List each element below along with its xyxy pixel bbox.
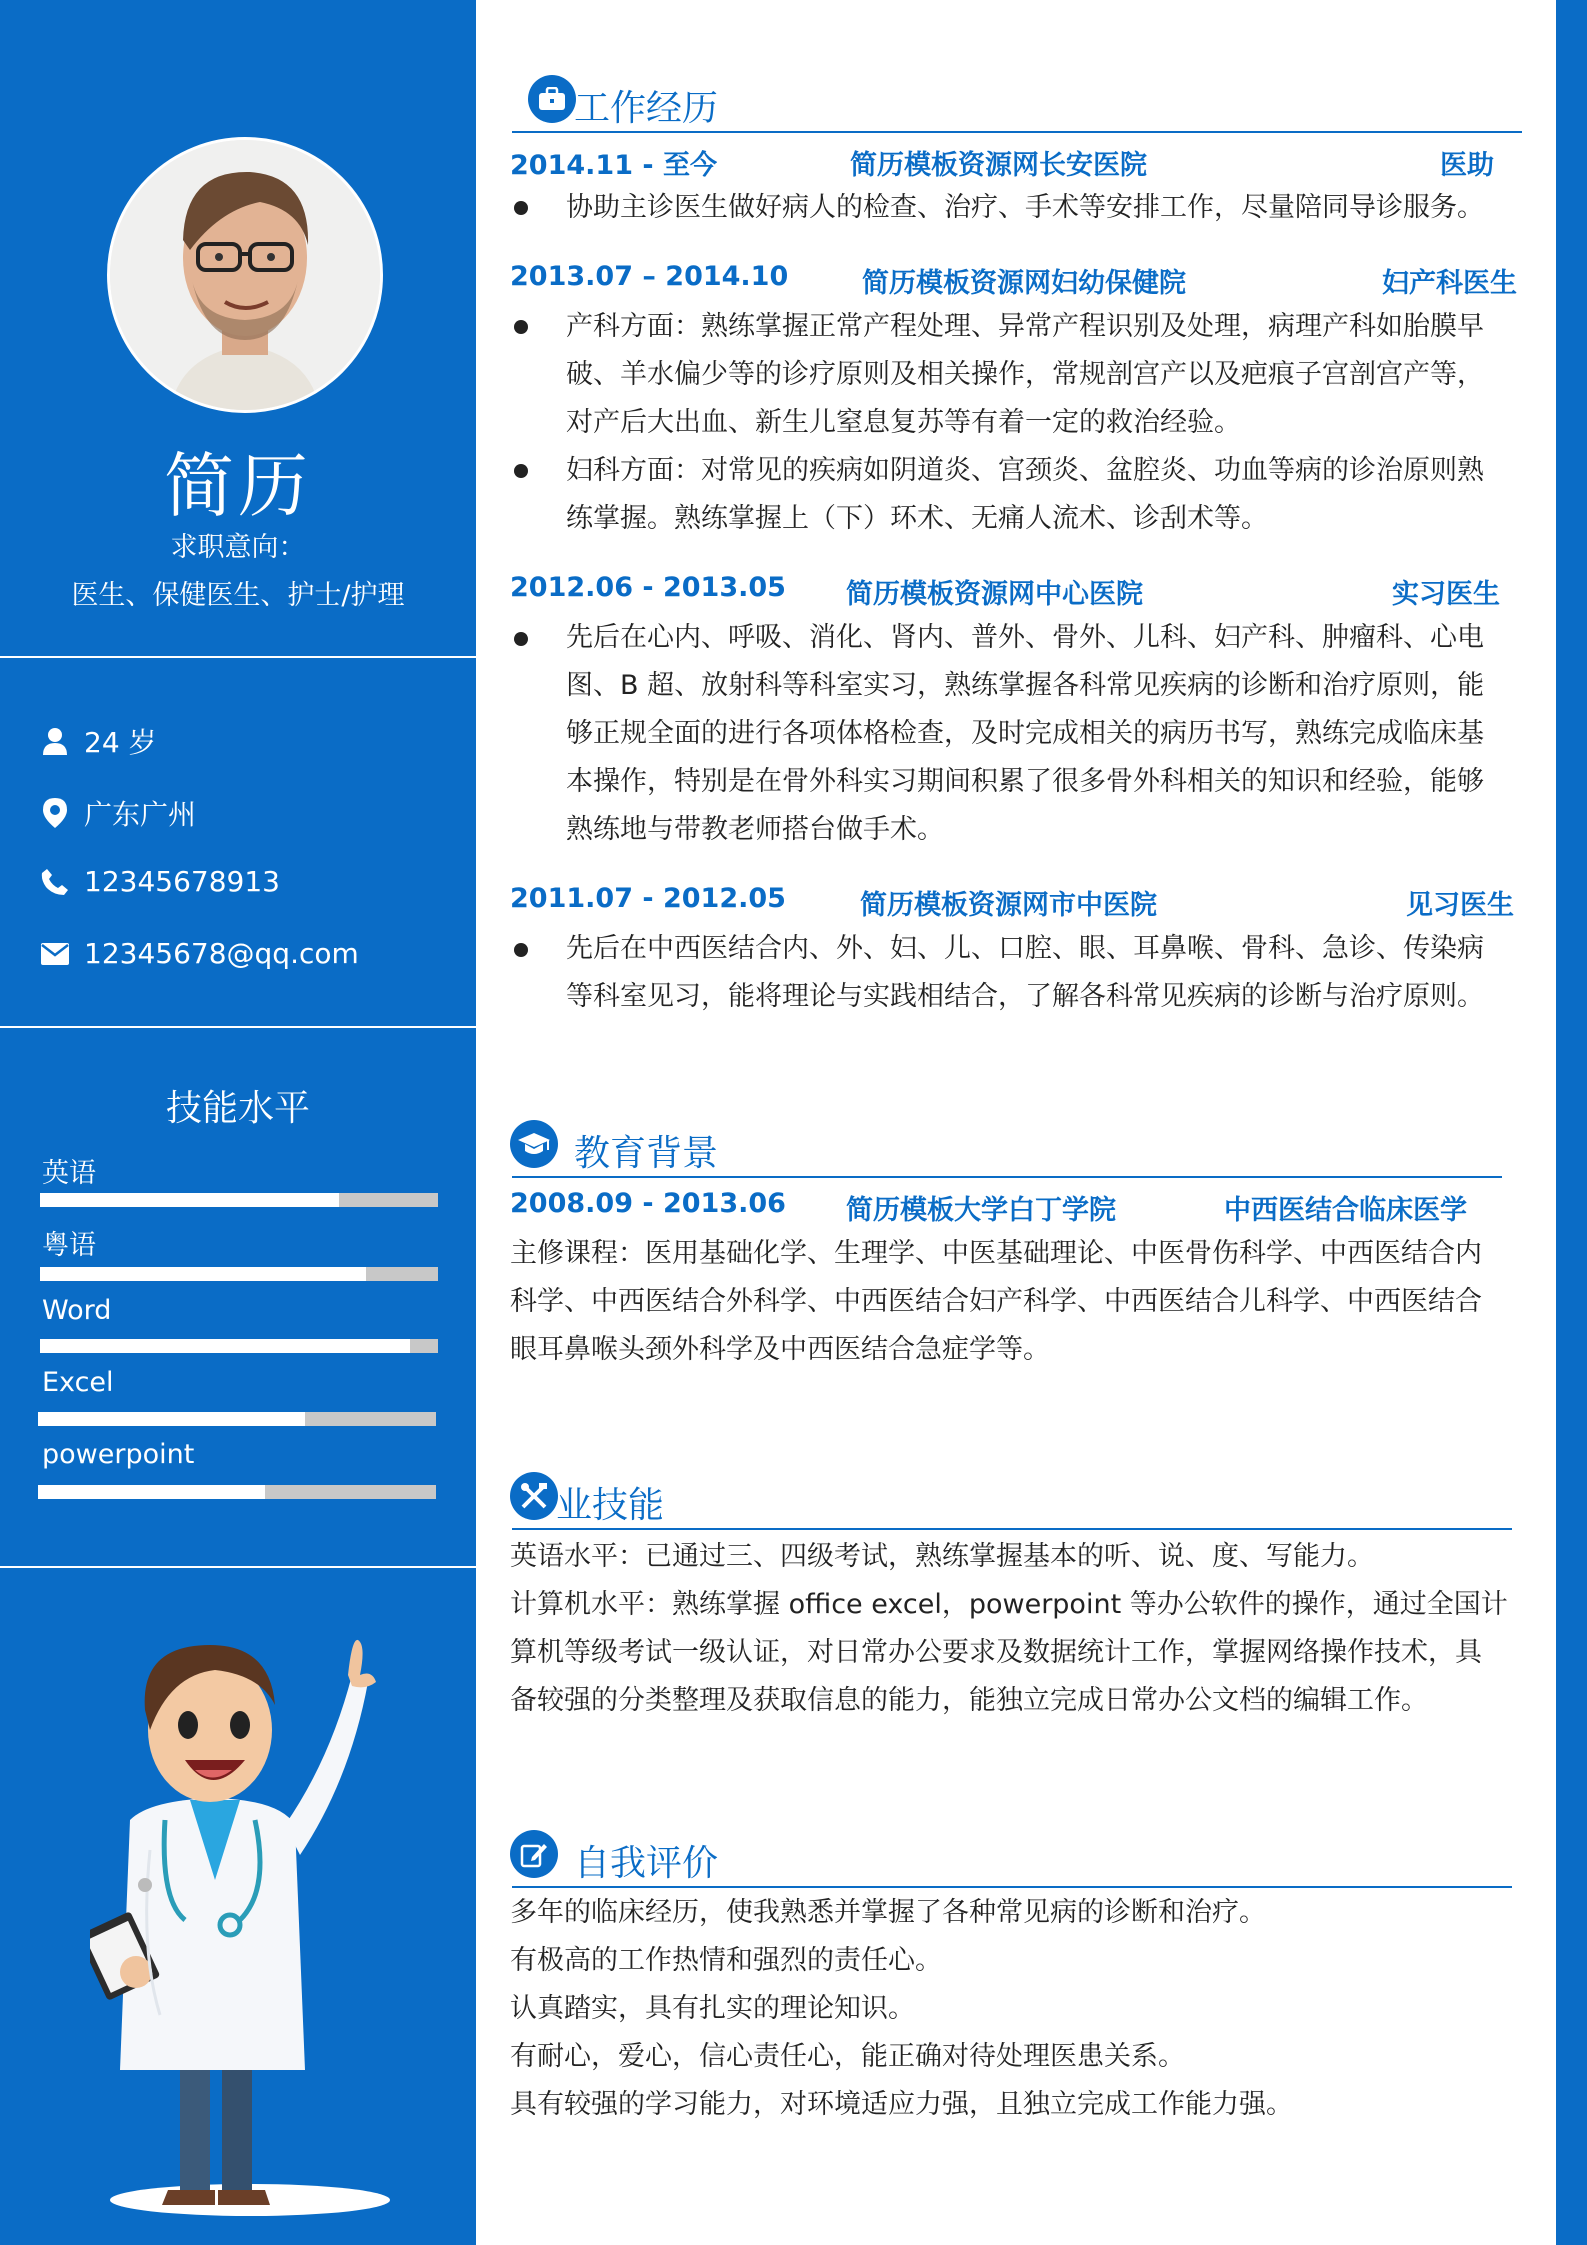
job-date: 2014.11 - 至今 xyxy=(510,150,717,181)
skill-bar-fill xyxy=(38,1412,305,1426)
job-description xyxy=(566,925,1484,1021)
job-intent-label: 求职意向： xyxy=(170,532,306,563)
section-title-pro-skills: 业技能 xyxy=(556,1485,665,1526)
job-role: 医助 xyxy=(1440,150,1494,181)
education-major: 中西医结合临床医学 xyxy=(1224,1195,1467,1226)
job-description xyxy=(566,303,1484,447)
skill-bar xyxy=(40,1267,438,1281)
avatar xyxy=(110,140,380,410)
job-role: 妇产科医生 xyxy=(1382,268,1517,299)
info-email xyxy=(40,937,359,970)
skill-bar-fill xyxy=(40,1193,339,1207)
skill-bar xyxy=(40,1339,438,1353)
email-text: 12345678@qq.com xyxy=(84,937,359,970)
pro-skills-text xyxy=(510,1533,1508,1725)
text-line: 先后在中西医结合内、外、妇、儿、口腔、眼、耳鼻喉、骨科、急诊、传染病 xyxy=(566,933,1484,964)
bullet-dot xyxy=(514,943,528,957)
text-line: 对产后大出血、新生儿窒息复苏等有着一定的救治经验。 xyxy=(566,407,1241,438)
location-pin-icon xyxy=(40,798,70,828)
text-line: 有耐心，爱心，信心责任心，能正确对待处理医患关系。 xyxy=(510,2041,1185,2072)
text-line: 主修课程：医用基础化学、生理学、中医基础理论、中医骨伤科学、中西医结合内 xyxy=(510,1238,1482,1269)
mail-icon xyxy=(40,939,70,969)
job-date: 2012.06 - 2013.05 xyxy=(510,572,786,603)
text-line: 科学、中西医结合外科学、中西医结合妇产科学、中西医结合儿科学、中西医结合 xyxy=(510,1286,1482,1317)
info-location xyxy=(40,793,196,833)
divider xyxy=(0,1026,476,1028)
info-phone xyxy=(40,865,280,898)
job-org: 简历模板资源网长安医院 xyxy=(850,150,1147,181)
text-line: 妇科方面：对常见的疾病如阴道炎、宫颈炎、盆腔炎、功血等病的诊治原则熟 xyxy=(566,455,1484,486)
job-description: 协助主诊医生做好病人的检查、治疗、手术等安排工作，尽量陪同导诊服务。 xyxy=(566,192,1484,223)
text-line: 熟练地与带教老师搭台做手术。 xyxy=(566,814,944,845)
text-line: 认真踏实，具有扎实的理论知识。 xyxy=(510,1993,915,2024)
job-org: 简历模板资源网妇幼保健院 xyxy=(862,268,1186,299)
text-line: 破、羊水偏少等的诊疗原则及相关操作，常规剖宫产以及疤痕子宫剖宫产等， xyxy=(566,359,1484,390)
resume-title: 简历 xyxy=(164,445,312,527)
text-line: 够正规全面的进行各项体格检查，及时完成相关的病历书写，熟练完成临床基 xyxy=(566,718,1484,749)
skill-label: 粤语 xyxy=(42,1230,96,1261)
text-line: 眼耳鼻喉头颈外科学及中西医结合急症学等。 xyxy=(510,1334,1050,1365)
text-line: 英语水平：已通过三、四级考试，熟练掌握基本的听、说、度、写能力。 xyxy=(510,1541,1374,1572)
skill-bar-fill xyxy=(40,1339,410,1353)
tools-icon xyxy=(510,1472,558,1520)
profile-photo xyxy=(107,137,383,413)
divider xyxy=(0,1566,476,1568)
skill-bar xyxy=(38,1412,436,1426)
info-age xyxy=(40,721,157,761)
skill-bar-fill xyxy=(38,1485,265,1499)
text-line: 计算机水平：熟练掌握 office excel，powerpoint 等办公软件的操作，通过全国计 xyxy=(510,1589,1508,1620)
text-line: 备较强的分类整理及获取信息的能力，能独立完成日常办公文档的编辑工作。 xyxy=(510,1685,1428,1716)
doctor-illustration xyxy=(90,1620,410,2220)
text-line: 产科方面：熟练掌握正常产程处理、异常产程识别及处理，病理产科如胎膜早 xyxy=(566,311,1484,342)
divider xyxy=(0,656,476,658)
bullet-dot xyxy=(514,632,528,646)
text-line: 先后在心内、呼吸、消化、肾内、普外、骨外、儿科、妇产科、肿瘤科、心电 xyxy=(566,622,1484,653)
skill-label: powerpoint xyxy=(42,1439,195,1470)
phone-icon xyxy=(40,867,70,897)
person-icon xyxy=(40,726,70,756)
job-org: 简历模板资源网中心医院 xyxy=(846,579,1143,610)
skill-bar xyxy=(40,1193,438,1207)
text-line: 图、B 超、放射科等科室实习，熟练掌握各科常见疾病的诊断和治疗原则，能 xyxy=(566,670,1485,701)
graduation-cap-icon xyxy=(510,1120,558,1168)
education-school: 简历模板大学白丁学院 xyxy=(846,1195,1116,1226)
self-eval-text xyxy=(510,1889,1293,2129)
right-accent-bar xyxy=(1556,0,1587,2245)
job-role: 实习医生 xyxy=(1392,579,1500,610)
education-courses xyxy=(510,1230,1482,1374)
skills-title: 技能水平 xyxy=(165,1088,310,1129)
job-description xyxy=(566,447,1484,543)
job-description xyxy=(566,614,1484,854)
skill-label: 英语 xyxy=(42,1158,96,1189)
section-divider xyxy=(512,131,1522,133)
text-line: 练掌握。熟练掌握上（下）环术、无痛人流术、诊刮术等。 xyxy=(566,503,1268,534)
job-role: 见习医生 xyxy=(1406,890,1514,921)
job-org: 简历模板资源网市中医院 xyxy=(860,890,1157,921)
text-line: 具有较强的学习能力，对环境适应力强，且独立完成工作能力强。 xyxy=(510,2089,1293,2120)
skill-bar-fill xyxy=(40,1267,366,1281)
briefcase-icon xyxy=(528,75,576,123)
skill-label: Word xyxy=(42,1295,112,1326)
education-date: 2008.09 - 2013.06 xyxy=(510,1188,786,1219)
text-line: 算机等级考试一级认证，对日常办公要求及数据统计工作，掌握网络操作技术，具 xyxy=(510,1637,1482,1668)
text-line: 本操作，特别是在骨外科实习期间积累了很多骨外科相关的知识和经验，能够 xyxy=(566,766,1484,797)
sidebar xyxy=(0,0,476,2245)
location-text: 广东广州 xyxy=(84,798,197,831)
skill-label: Excel xyxy=(42,1367,114,1398)
bullet-dot xyxy=(514,464,528,478)
section-divider xyxy=(512,1528,1512,1530)
age-text: 24 岁 xyxy=(84,726,157,759)
bullet-dot xyxy=(514,320,528,334)
job-intent-value: 医生、保健医生、护士/护理 xyxy=(71,580,405,611)
edit-icon xyxy=(510,1830,558,1878)
section-divider xyxy=(512,1886,1512,1888)
text-line: 等科室见习，能将理论与实践相结合，了解各科常见疾病的诊断与治疗原则。 xyxy=(566,981,1484,1012)
text-line: 多年的临床经历，使我熟悉并掌握了各种常见病的诊断和治疗。 xyxy=(510,1897,1266,1928)
job-date: 2013.07 – 2014.10 xyxy=(510,261,789,292)
section-title-self-eval: 自我评价 xyxy=(574,1843,719,1884)
phone-text: 12345678913 xyxy=(84,865,280,898)
job-date: 2011.07 - 2012.05 xyxy=(510,883,786,914)
main-content xyxy=(476,0,1556,2245)
skill-bar xyxy=(38,1485,436,1499)
bullet-dot xyxy=(514,201,528,215)
section-title-work: 工作经历 xyxy=(574,88,719,129)
text-line: 有极高的工作热情和强烈的责任心。 xyxy=(510,1945,942,1976)
section-divider xyxy=(512,1176,1502,1178)
section-title-education: 教育背景 xyxy=(574,1133,719,1174)
